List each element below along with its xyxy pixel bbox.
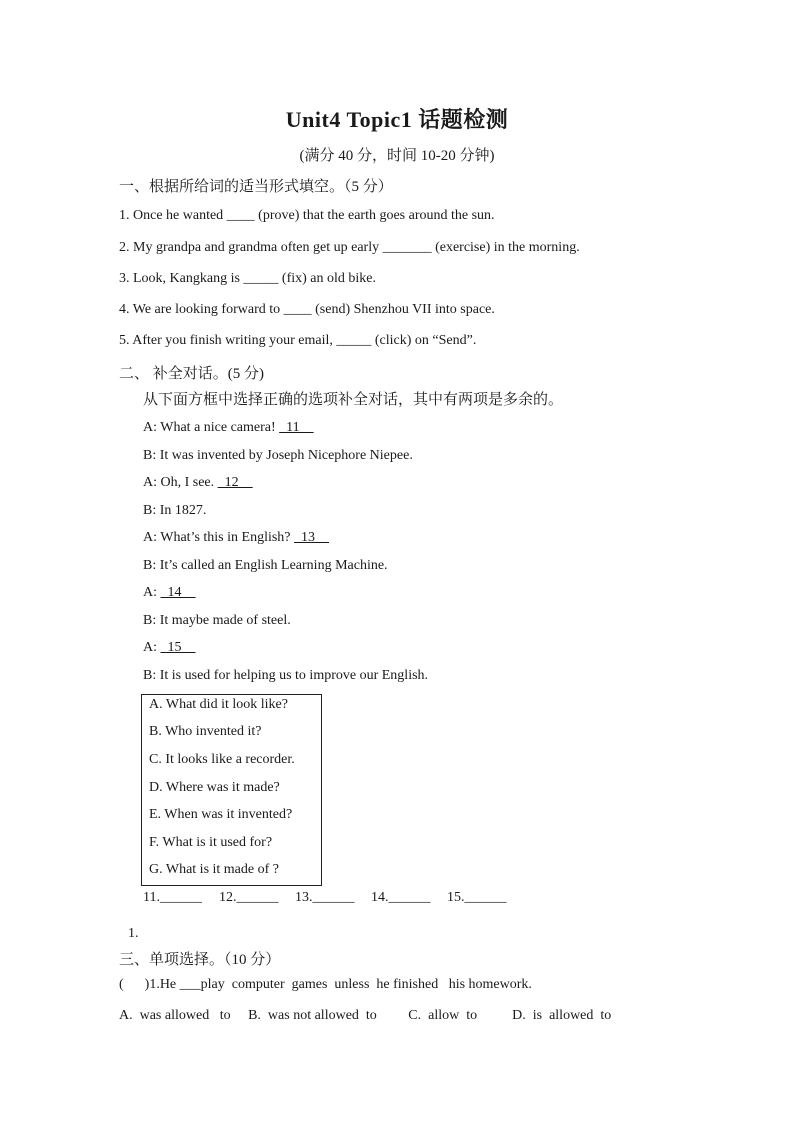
answer-blank: 13.______ xyxy=(295,890,355,905)
blank-14: 14 xyxy=(160,585,196,600)
page-subtitle: (满分 40 分，时间 10-20 分钟) xyxy=(299,148,495,164)
section2-heading: 二、 补全对话。(5 分) xyxy=(119,366,264,382)
mc-choices: A. was allowed to B. was not allowed to C. allow to D. is allowed to xyxy=(119,1008,612,1023)
fill-blank-item: 4. We are looking forward to ____ (send) Shenzhou VII into space. xyxy=(119,302,495,317)
fill-blank-item: 2. My grandpa and grandma often get up early _______ (exercise) in the morning. xyxy=(119,240,580,255)
dialogue-line: B: It maybe made of steel. xyxy=(143,613,291,628)
answer-blank: 15.______ xyxy=(447,890,507,905)
blank-12: 12 xyxy=(217,475,253,490)
dialogue-line: A: Oh, I see. 12 xyxy=(143,475,253,490)
answer-blank: 12.______ xyxy=(219,890,279,905)
stray-number: 1. xyxy=(128,926,139,941)
fill-blank-item: 1. Once he wanted ____ (prove) that the earth goes around the sun. xyxy=(119,208,495,223)
option-item: B. Who invented it? xyxy=(149,724,262,739)
blank-13: 13 xyxy=(294,530,330,545)
dialogue-line: A: 14 xyxy=(143,585,196,600)
answer-blank: 11.______ xyxy=(143,890,202,905)
dialogue-line: A: What a nice camera! 11 xyxy=(143,420,314,435)
section3-heading: 三、单项选择。（10 分） xyxy=(119,952,281,968)
blank-15: 15 xyxy=(160,640,196,655)
dialogue-line: B: In 1827. xyxy=(143,503,207,518)
blank-11: 11 xyxy=(279,420,314,435)
mc-question: ( )1.He ___play computer games unless he finished his homework. xyxy=(119,977,532,992)
option-item: F. What is it used for? xyxy=(149,835,273,850)
section1-heading: 一、根据所给词的适当形式填空。（5 分） xyxy=(119,179,393,195)
dialogue-line: B: It was invented by Joseph Nicephore Niepee. xyxy=(143,448,413,463)
dialogue-line: B: It is used for helping us to improve our English. xyxy=(143,668,429,683)
option-item: G. What is it made of ? xyxy=(149,862,279,877)
option-item: D. Where was it made? xyxy=(149,780,280,795)
option-item: A. What did it look like? xyxy=(149,697,288,712)
dialogue-line: A: 15 xyxy=(143,640,196,655)
dialogue-line: A: What’s this in English? 13 xyxy=(143,530,330,545)
fill-blank-item: 5. After you finish writing your email, _____ (click) on “Send”. xyxy=(119,333,477,348)
option-item: E. When was it invented? xyxy=(149,807,293,822)
fill-blank-item: 3. Look, Kangkang is _____ (fix) an old bike. xyxy=(119,271,377,286)
dialogue-line: B: It’s called an English Learning Machine. xyxy=(143,558,388,573)
section2-instruction: 从下面方框中选择正确的选项补全对话，其中有两项是多余的。 xyxy=(143,392,564,408)
page-title: Unit4 Topic1 话题检测 xyxy=(285,107,509,132)
answer-blank: 14.______ xyxy=(371,890,431,905)
answer-row xyxy=(143,890,523,906)
option-item: C. It looks like a recorder. xyxy=(149,752,295,767)
